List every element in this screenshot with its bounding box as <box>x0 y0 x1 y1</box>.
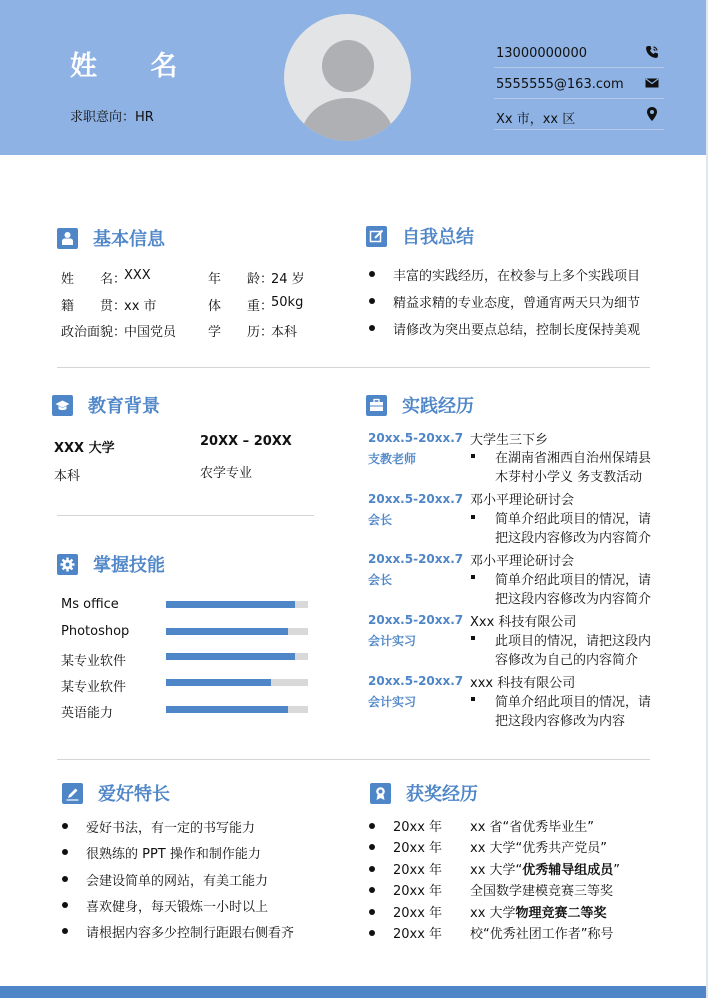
job-intent: 求职意向：HR <box>70 110 154 125</box>
section-title: 掌握技能 <box>93 555 165 576</box>
practice-desc: 简单介绍此项目的情况，请 <box>495 695 652 710</box>
hobby-item: 会建设简单的网站，有美工能力 <box>86 874 269 889</box>
skill-bar-fill <box>166 679 271 686</box>
bullet-square <box>471 697 475 701</box>
age-value: 24 岁 <box>271 272 305 287</box>
skill-bar-fill <box>166 601 295 608</box>
practice-role: 会长 <box>368 573 393 587</box>
footer-band <box>0 986 706 998</box>
section-skills <box>57 551 165 577</box>
politics-value: 中国党员 <box>124 325 177 340</box>
divider <box>57 515 314 516</box>
award-text: 全国数学建模竞赛三等奖 <box>470 884 614 899</box>
skill-name: 英语能力 <box>61 706 114 721</box>
practice-desc: 把这段内容修改为内容简介 <box>495 531 652 546</box>
skill-bar <box>166 679 308 686</box>
section-title: 教育背景 <box>88 396 160 417</box>
section-education <box>52 392 160 418</box>
practice-org: Xxx 科技有限公司 <box>470 615 577 630</box>
summary-item: 精益求精的专业态度，曾通宵两天只为细节 <box>393 296 641 311</box>
practice-desc: 容修改为自己的内容简介 <box>495 653 639 668</box>
practice-desc: 木芽村小学义 务支教活动 <box>495 470 643 485</box>
practice-org: 邓小平理论研讨会 <box>470 493 575 508</box>
practice-date: 20xx.5-20xx.7 <box>368 552 464 566</box>
bullet-dot <box>62 849 68 855</box>
award-year: 20xx 年 <box>393 927 443 942</box>
award-text: xx 大学“优秀共产党员” <box>470 841 607 856</box>
section-title: 爱好特长 <box>98 784 170 805</box>
location-text: Xx 市，xx 区 <box>496 112 576 127</box>
bullet-dot <box>369 887 375 893</box>
edit-icon <box>366 226 387 247</box>
practice-date: 20xx.5-20xx.7 <box>368 613 464 627</box>
section-title: 自我总结 <box>402 227 474 248</box>
practice-role: 会计实习 <box>368 695 417 709</box>
bullet-dot <box>369 823 375 829</box>
summary-item: 请修改为突出要点总结，控制长度保持美观 <box>393 323 641 338</box>
briefcase-icon <box>366 395 387 416</box>
section-hobbies <box>62 780 170 806</box>
practice-org: 大学生三下乡 <box>470 433 549 448</box>
divider <box>57 759 650 760</box>
award-text: 校“优秀社团工作者”称号 <box>470 927 614 942</box>
avatar-head <box>322 40 374 92</box>
award-text: xx 省“省优秀毕业生” <box>470 820 594 835</box>
school-name: XXX 大学 <box>54 441 115 456</box>
person-icon <box>57 228 78 249</box>
practice-date: 20xx.5-20xx.7 <box>368 674 464 688</box>
section-title: 实践经历 <box>402 396 474 417</box>
phone-text: 13000000000 <box>496 46 587 61</box>
bullet-dot <box>369 909 375 915</box>
medal-icon <box>370 783 391 804</box>
award-year: 20xx 年 <box>393 906 443 921</box>
degree-value: 本科 <box>271 325 298 340</box>
weight-value: 50kg <box>271 295 304 310</box>
section-practice <box>366 392 474 418</box>
hobby-item: 请根据内容多少控制行距跟右侧看齐 <box>86 926 295 941</box>
skill-bar <box>166 628 308 635</box>
practice-role: 支教老师 <box>368 452 417 466</box>
origin-value: xx 市 <box>124 299 157 314</box>
bullet-square <box>471 575 475 579</box>
graduation-cap-icon <box>52 395 73 416</box>
contact-location <box>494 98 664 130</box>
study-period: 20XX – 20XX <box>200 434 292 449</box>
name-value: XXX <box>124 268 151 283</box>
skill-bar-fill <box>166 628 288 635</box>
degree: 本科 <box>54 469 81 484</box>
practice-desc: 在湖南省湘西自治州保靖县 <box>495 451 652 466</box>
header-band <box>0 0 706 155</box>
contact-email <box>494 67 664 99</box>
practice-desc: 简单介绍此项目的情况，请 <box>495 512 652 527</box>
bullet-dot <box>62 928 68 934</box>
award-year: 20xx 年 <box>393 884 443 899</box>
practice-role: 会计实习 <box>368 634 417 648</box>
bullet-dot <box>62 823 68 829</box>
age-label: 年 龄： <box>208 272 274 287</box>
gear-icon <box>57 554 78 575</box>
bullet-dot <box>62 876 68 882</box>
bullet-square <box>471 515 475 519</box>
bullet-dot <box>369 271 375 277</box>
practice-role: 会长 <box>368 513 393 527</box>
skill-bar-fill <box>166 706 288 713</box>
bullet-dot <box>62 902 68 908</box>
weight-label: 体 重： <box>208 299 274 314</box>
practice-desc: 把这段内容修改为内容简介 <box>495 592 652 607</box>
award-year: 20xx 年 <box>393 863 443 878</box>
bullet-dot <box>369 866 375 872</box>
degree-label: 学 历： <box>208 325 274 340</box>
section-awards <box>370 780 478 806</box>
bullet-square <box>471 636 475 640</box>
skill-name: Ms office <box>61 597 119 612</box>
divider <box>57 367 650 368</box>
name-label: 姓 名： <box>61 272 127 287</box>
practice-date: 20xx.5-20xx.7 <box>368 431 464 445</box>
practice-desc: 把这段内容修改为内容 <box>495 714 626 729</box>
candidate-name: 姓 名 <box>70 51 200 82</box>
bullet-dot <box>369 844 375 850</box>
location-pin-icon <box>644 106 660 122</box>
skill-bar <box>166 706 308 713</box>
practice-org: 邓小平理论研讨会 <box>470 554 575 569</box>
section-basic-info <box>57 225 165 251</box>
bullet-dot <box>369 298 375 304</box>
award-year: 20xx 年 <box>393 841 443 856</box>
contact-phone <box>494 36 664 68</box>
skill-name: Photoshop <box>61 624 130 639</box>
email-text: 5555555@163.com <box>496 77 624 92</box>
phone-icon <box>644 44 660 60</box>
skill-name: 某专业软件 <box>61 654 127 669</box>
skill-bar <box>166 601 308 608</box>
practice-date: 20xx.5-20xx.7 <box>368 492 464 506</box>
practice-org: xxx 科技有限公司 <box>470 676 576 691</box>
skill-name: 某专业软件 <box>61 680 127 695</box>
hobby-item: 很熟练的 PPT 操作和制作能力 <box>86 847 261 862</box>
origin-label: 籍 贯： <box>61 299 127 314</box>
award-year: 20xx 年 <box>393 820 443 835</box>
avatar <box>284 14 411 141</box>
section-title: 基本信息 <box>93 229 165 250</box>
avatar-body <box>301 98 394 141</box>
pen-icon <box>62 783 83 804</box>
bullet-dot <box>369 325 375 331</box>
bullet-square <box>471 454 475 458</box>
politics-label: 政治面貌： <box>61 325 127 340</box>
award-text: xx 大学“优秀辅导组成员” <box>470 863 621 878</box>
skill-bar-fill <box>166 653 295 660</box>
award-text: xx 大学物理竞赛二等奖 <box>470 906 607 921</box>
section-summary <box>366 223 474 249</box>
hobby-item: 爱好书法，有一定的书写能力 <box>86 821 256 836</box>
practice-desc: 此项目的情况，请把这段内 <box>495 634 652 649</box>
hobby-item: 喜欢健身，每天锻炼一小时以上 <box>86 900 269 915</box>
section-title: 获奖经历 <box>406 784 478 805</box>
major: 农学专业 <box>200 466 253 481</box>
practice-desc: 简单介绍此项目的情况，请 <box>495 573 652 588</box>
skill-bar <box>166 653 308 660</box>
summary-item: 丰富的实践经历，在校参与上多个实践项目 <box>393 269 641 284</box>
mail-icon <box>644 75 660 91</box>
bullet-dot <box>369 930 375 936</box>
